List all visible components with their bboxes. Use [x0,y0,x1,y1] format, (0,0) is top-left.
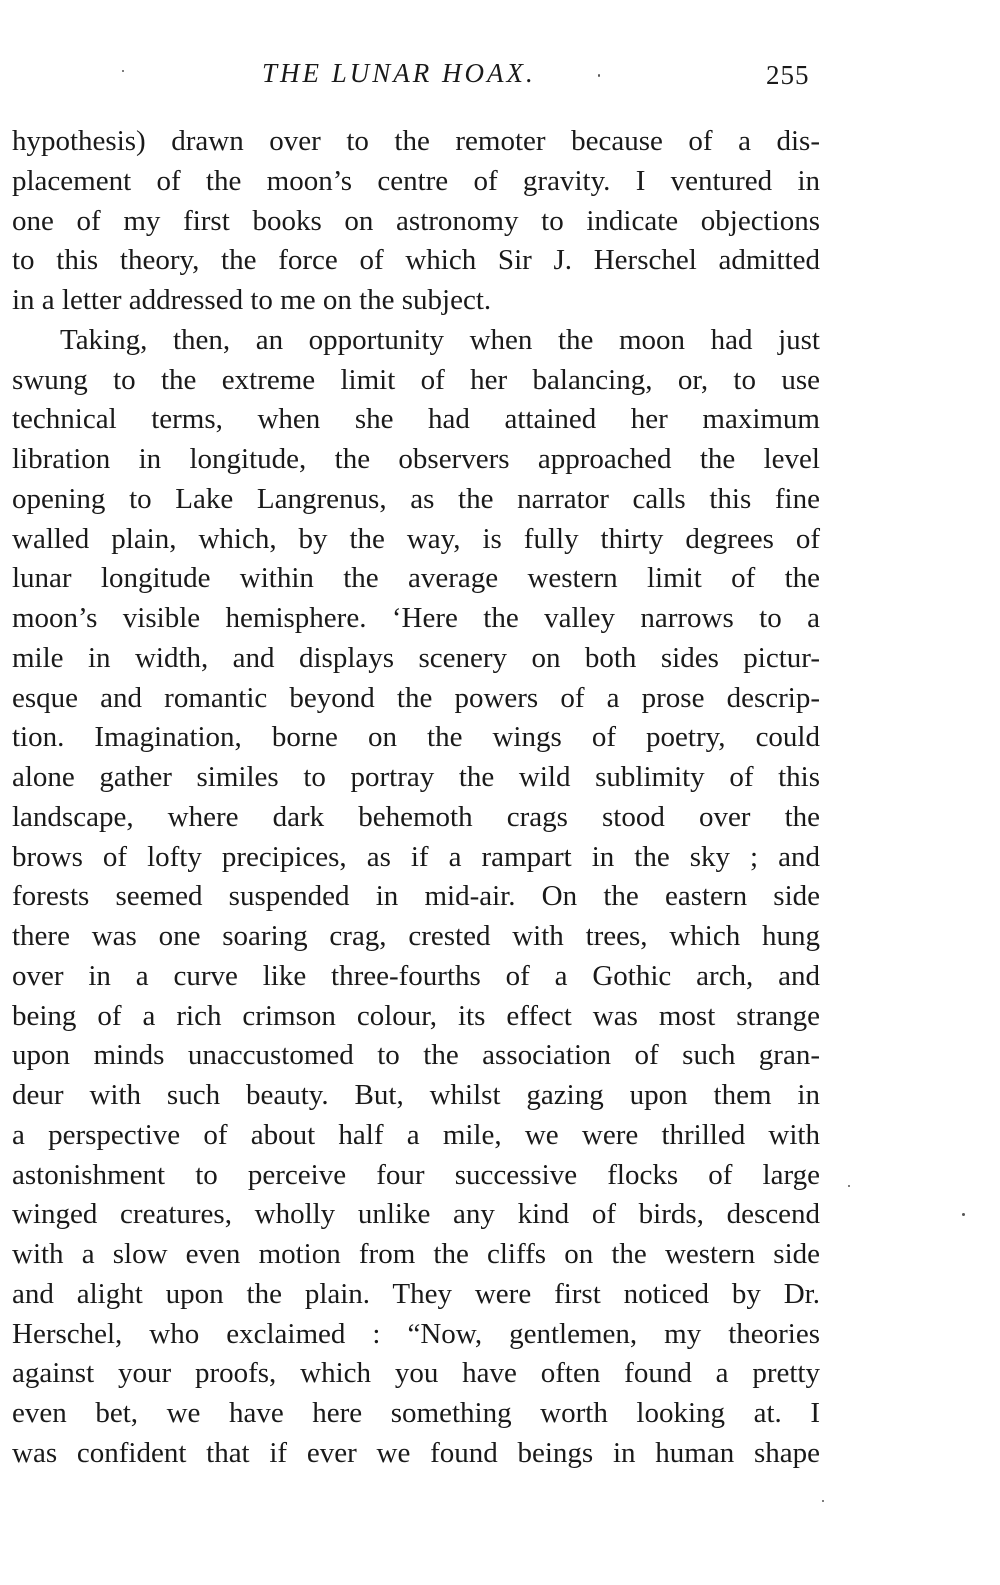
text-line: technical terms, when she had attained her maximum [12,403,820,436]
scan-speck [962,1213,965,1216]
scan-speck [598,74,600,77]
text-line: Herschel, who exclaimed : “Now, gentlemen, my theories [12,1317,820,1350]
text-line: upon minds unaccustomed to the association of such gran- [12,1039,820,1072]
text-line: libration in longitude, the observers approached the level [12,443,820,475]
text-line: swung to the extreme limit of her balancing, or, to use [12,363,820,396]
text-line: a perspective of about half a mile, we were thrilled with [12,1118,820,1151]
text-line: walled plain, which, by the way, is fully thirty degrees of [12,522,820,555]
scan-speck [122,70,124,72]
text-line: in a letter addressed to me on the subject. [12,284,492,316]
scan-speck [822,1500,824,1502]
text-line: to this theory, the force of which Sir J. Herschel admitted [12,244,820,277]
text-line: alone gather similes to portray the wild sublimity of this [12,761,820,793]
text-line: tion. Imagination, borne on the wings of poetry, could [12,721,820,754]
text-line: astonishment to perceive four successive flocks of large [12,1158,820,1191]
text-line: one of my first books on astronomy to indicate objections [12,204,820,237]
text-line: brows of lofty precipices, as if a rampart in the sky ; and [12,840,820,873]
text-line: moon’s visible hemisphere. ‘Here the valley narrows to a [12,602,820,634]
text-line: against your proofs, which you have often found a pretty [12,1357,820,1390]
text-line: over in a curve like three-fourths of a Gothic arch, and [12,959,820,992]
text-line: even bet, we have here something worth looking at. I [12,1397,820,1429]
text-line: was confident that if ever we found beings in human shape [12,1436,820,1469]
text-line: mile in width, and displays scenery on both sides pictur- [12,641,820,674]
text-line: winged creatures, wholly unlike any kind of birds, descend [12,1198,820,1231]
text-line: landscape, where dark behemoth crags stood over the [12,800,820,833]
body-text [12,122,820,1474]
text-line: and alight upon the plain. They were first noticed by Dr. [12,1277,820,1310]
text-line: opening to Lake Langrenus, as the narrator calls this fine [12,482,820,515]
text-line: lunar longitude within the average western limit of the [12,562,820,595]
text-line: hypothesis) drawn over to the remoter because of a dis- [12,125,820,157]
running-head-title: THE LUNAR HOAX. [262,58,536,88]
page-number: 255 [766,60,810,90]
text-line: esque and romantic beyond the powers of a prose descrip- [12,681,820,714]
text-line: forests seemed suspended in mid-air. On the eastern side [12,880,820,913]
text-line: with a slow even motion from the cliffs on the western side [12,1238,820,1270]
running-head [0,58,1000,98]
text-line: placement of the moon’s centre of gravity. I ventured in [12,164,820,197]
scan-speck [848,1185,850,1187]
text-line: being of a rich crimson colour, its effect was most strange [12,999,820,1032]
paragraph-start-line: Taking, then, an opportunity when the moon had just [60,323,820,356]
text-line: deur with such beauty. But, whilst gazing upon them in [12,1079,820,1111]
text-line: there was one soaring crag, crested with trees, which hung [12,920,820,952]
